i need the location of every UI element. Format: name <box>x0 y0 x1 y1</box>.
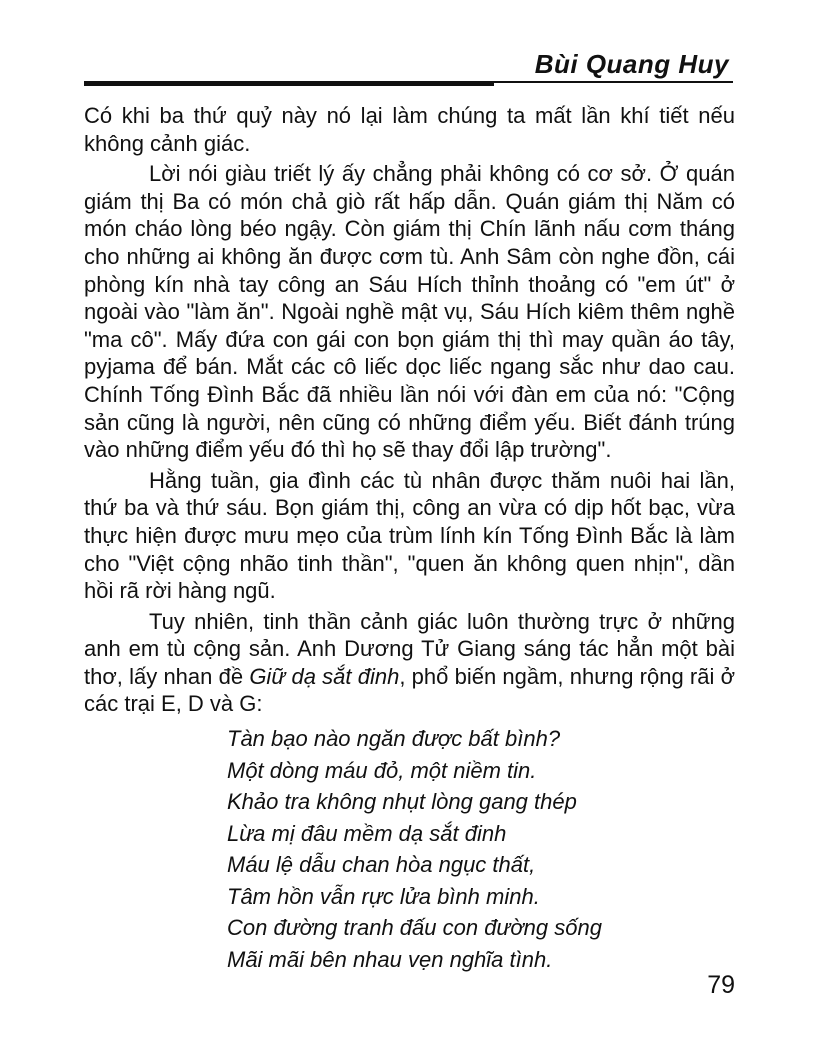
running-header <box>84 50 735 87</box>
page-number: 79 <box>707 971 735 999</box>
poem-line: Con đường tranh đấu con đường sống <box>227 915 602 941</box>
page-content <box>84 50 735 975</box>
poem-block <box>227 723 735 975</box>
poem-title-inline: Giữ dạ sắt đinh <box>249 663 400 689</box>
poem-line: Một dòng máu đỏ, một niềm tin. <box>227 757 537 783</box>
poem-line: Máu lệ dẫu chan hòa ngục thất, <box>227 852 536 878</box>
paragraph-text: Tuy nhiên, tinh thần cảnh giác luôn thường trực ở những anh em tù cộng sản. Anh Dương Tử Giang sáng tác hẳn một bài thơ, lấy nhan đề <box>84 608 735 689</box>
paragraph-continuation: Có khi ba thứ quỷ này nó lại làm chúng ta mất lần khí tiết nếu không cảnh giác. <box>84 103 735 156</box>
header-rule <box>84 81 735 87</box>
poem-line: Mãi mãi bên nhau vẹn nghĩa tình. <box>227 946 553 972</box>
body-text <box>84 102 735 975</box>
paragraph: Lời nói giàu triết lý ấy chẳng phải không có cơ sở. Ở quán giám thị Ba có món chả giò rất hấp dẫn. Quán giám thị Năm có món cháo lòng béo ngậy. Còn giám thị Chín lãnh nấu cơm tháng cho những ai không ăn được cơm tù. Anh Sâm còn nghe đồn, cái phòng kín nhà tay công an Sáu Hích thỉnh thoảng có "em út" ở ngoài vào "làm ăn". Ngoài nghề mật vụ, Sáu Hích kiêm thêm nghề "ma cô". Mấy đứa con gái con bọn giám thị thì may quần áo tây, pyjama để bán. Mắt các cô liếc dọc liếc ngang sắc như dao cau. Chính Tống Đình Bắc đã nhiều lần nói với đàn em của nó: "Cộng sản cũng là người, nên cũng có những điểm yếu. Biết đánh trúng vào những điểm yếu đó thì họ sẽ thay đổi lập trường". <box>84 161 735 463</box>
poem-line: Tâm hồn vẫn rực lửa bình minh. <box>227 883 540 909</box>
poem-line: Lừa mị đâu mềm dạ sắt đinh <box>227 820 507 846</box>
poem-line: Tàn bạo nào ngăn được bất bình? <box>227 726 561 752</box>
poem-line: Khảo tra không nhụt lòng gang thép <box>227 789 577 815</box>
running-header-author: Bùi Quang Huy <box>534 49 729 79</box>
paragraph <box>84 608 735 718</box>
paragraph-text: , phổ biến ngầm, nhưng rộng rãi ở các trại E, D và G: <box>84 663 735 717</box>
paragraph: Hằng tuần, gia đình các tù nhân được thăm nuôi hai lần, thứ ba và thứ sáu. Bọn giám thị, công an vừa có dịp hốt bạc, vừa thực hiện được mưu mẹo của trùm lính kín Tống Đình Bắc là làm cho "Việt cộng nhão tinh thần", "quen ăn không quen nhịn", dần hồi rã rời hàng ngũ. <box>84 467 735 604</box>
